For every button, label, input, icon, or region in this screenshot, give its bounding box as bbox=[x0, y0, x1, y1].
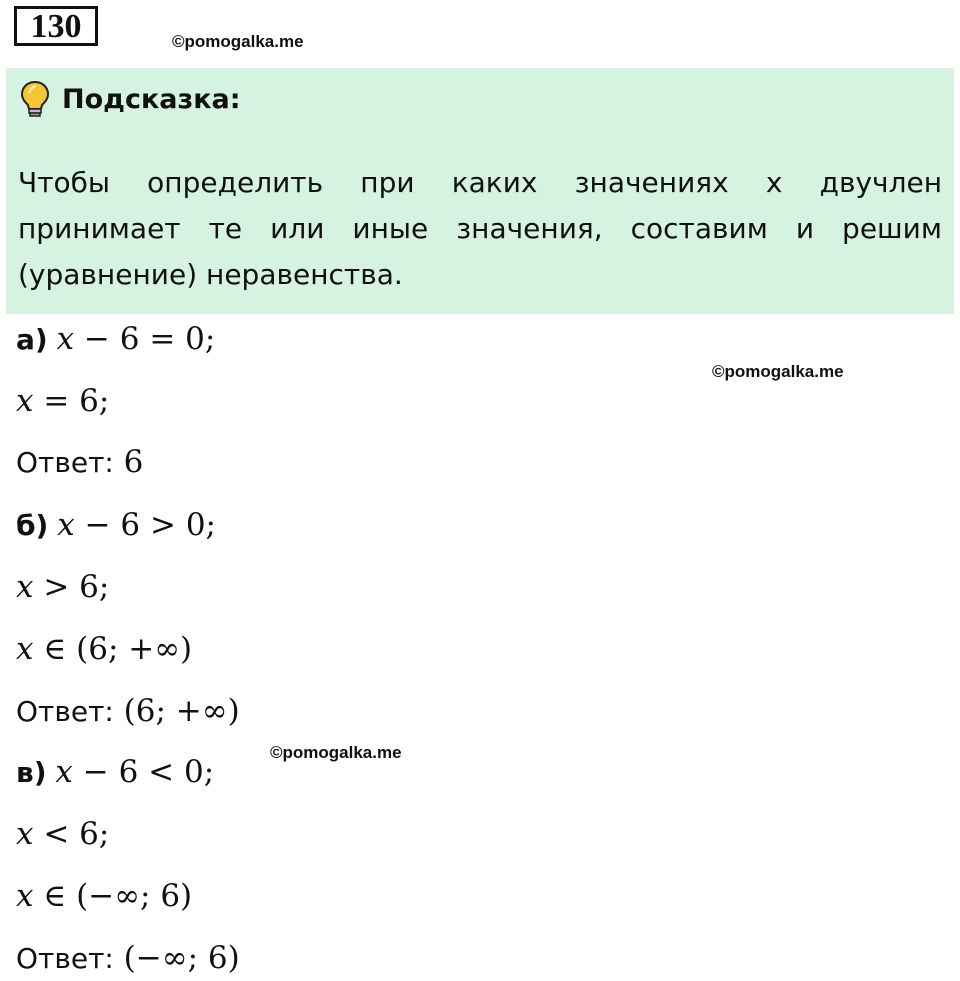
hint-title: Подсказка: bbox=[62, 83, 241, 115]
variable-x: x bbox=[56, 321, 75, 357]
part-c-inequality: в) x − 6 < 0; bbox=[16, 754, 215, 790]
hint-text: Чтобы определить при каких значениях х двучлен принимает те или иные значения, составим и решим (уравнение) неравенства. bbox=[18, 166, 942, 291]
answer-value: (6; +∞) bbox=[113, 693, 240, 729]
answer-label: Ответ: bbox=[16, 695, 114, 728]
part-a-equation bbox=[16, 318, 215, 360]
part-c-label: в) bbox=[16, 756, 47, 789]
variable-x: x bbox=[16, 631, 34, 667]
part-b-label: б) bbox=[16, 509, 49, 542]
answer-label: Ответ: bbox=[16, 446, 114, 479]
part-b-inequality: б) x − 6 > 0; bbox=[16, 507, 216, 543]
variable-x: x bbox=[55, 754, 73, 790]
part-b-answer bbox=[16, 690, 240, 732]
part-a-label: а) bbox=[16, 323, 48, 356]
variable-x: x bbox=[16, 878, 34, 914]
part-b-solution: x > 6; bbox=[16, 569, 110, 605]
part-c-answer bbox=[16, 937, 240, 979]
hint-header bbox=[20, 80, 241, 118]
answer-label: Ответ: bbox=[16, 942, 114, 975]
hint-box bbox=[6, 68, 954, 314]
part-a-math: x − 6 = 0; bbox=[56, 321, 216, 357]
variable-x: x bbox=[16, 383, 34, 419]
answer-value: 6 bbox=[113, 444, 144, 480]
answer-value: (−∞; 6) bbox=[113, 940, 240, 976]
watermark: ©pomogalka.me bbox=[712, 362, 844, 381]
problem-number: 130 bbox=[14, 6, 98, 46]
part-c-solution: x < 6; bbox=[16, 816, 110, 852]
part-a-solution: x = 6; bbox=[16, 383, 110, 419]
lightbulb-icon bbox=[20, 80, 50, 118]
variable-x: x bbox=[16, 569, 34, 605]
part-a-answer bbox=[16, 441, 143, 483]
watermark: ©pomogalka.me bbox=[270, 743, 402, 762]
watermark: ©pomogalka.me bbox=[172, 32, 304, 51]
part-b-interval: x ∈ (6; +∞) bbox=[16, 631, 193, 667]
variable-x: x bbox=[16, 816, 34, 852]
part-c-interval: x ∈ (−∞; 6) bbox=[16, 878, 193, 914]
variable-x: x bbox=[57, 507, 75, 543]
